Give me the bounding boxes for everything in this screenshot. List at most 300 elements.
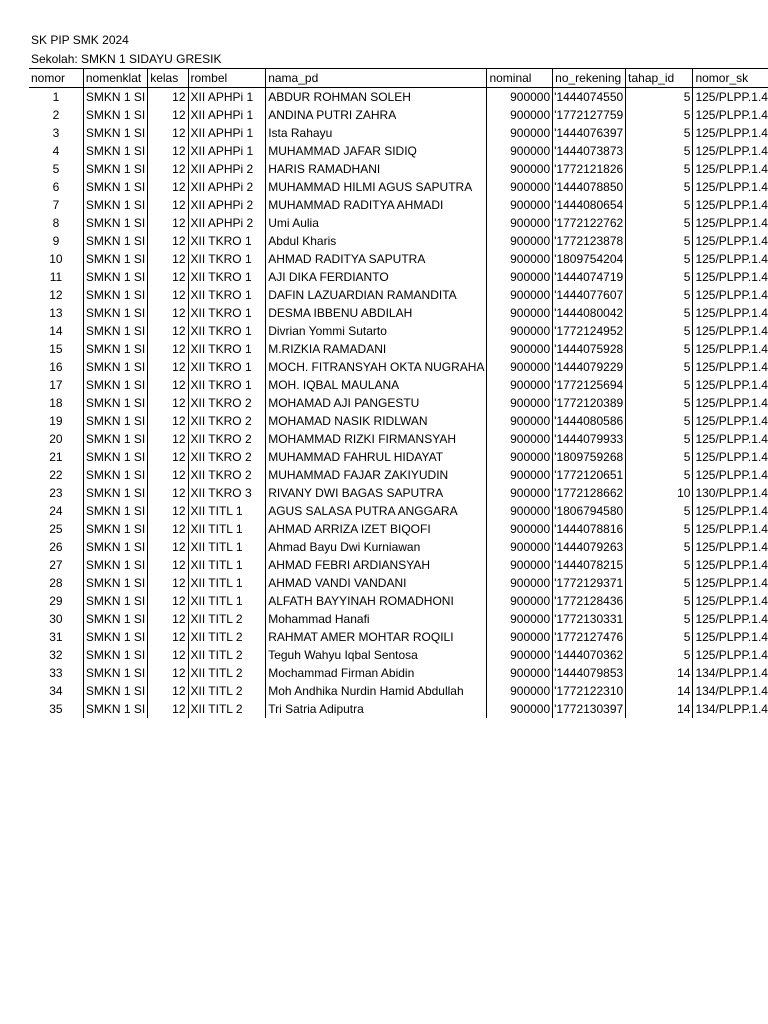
cell-nominal: 900000 <box>487 340 553 358</box>
cell-nama: RIVANY DWI BAGAS SAPUTRA <box>266 484 487 502</box>
cell-tahap: 5 <box>626 556 693 574</box>
cell-tahap: 5 <box>626 466 693 484</box>
cell-sk: 134/PLPP.1.4 <box>693 700 768 718</box>
cell-nomor: 3 <box>52 126 60 140</box>
table-row <box>29 610 768 628</box>
cell-nominal: 900000 <box>487 376 553 394</box>
cell-norek: '1772130397 <box>553 700 626 718</box>
cell-sk: 125/PLPP.1.4 <box>693 556 768 574</box>
cell-kelas: 12 <box>148 160 188 178</box>
cell-nomenklatur: SMKN 1 SI <box>83 430 147 448</box>
cell-sk: 125/PLPP.1.4 <box>693 142 768 160</box>
cell-sk: 125/PLPP.1.4 <box>693 250 768 268</box>
table-row <box>29 232 768 250</box>
cell-kelas: 12 <box>148 592 188 610</box>
cell-sk: 125/PLPP.1.4 <box>693 574 768 592</box>
cell-sk: 125/PLPP.1.4 <box>693 394 768 412</box>
cell-nama: AHMAD ARRIZA IZET BIQOFI <box>266 520 487 538</box>
cell-sk: 125/PLPP.1.4 <box>693 322 768 340</box>
cell-sk: 125/PLPP.1.4 <box>693 178 768 196</box>
cell-rombel: XII APHPi 2 <box>188 160 266 178</box>
cell-sk: 125/PLPP.1.4 <box>693 304 768 322</box>
cell-nominal: 900000 <box>487 646 553 664</box>
cell-rombel: XII TITL 1 <box>188 556 266 574</box>
cell-nomenklatur: SMKN 1 SI <box>83 520 147 538</box>
cell-nomor: 32 <box>49 648 63 662</box>
cell-tahap: 5 <box>626 430 693 448</box>
cell-sk: 125/PLPP.1.4 <box>693 430 768 448</box>
cell-sk: 125/PLPP.1.4 <box>693 358 768 376</box>
cell-kelas: 12 <box>148 520 188 538</box>
cell-nomenklatur: SMKN 1 SI <box>83 358 147 376</box>
cell-nominal: 900000 <box>487 412 553 430</box>
cell-nomor: 31 <box>49 630 63 644</box>
table-row <box>29 214 768 232</box>
column-header-nomenklatur: nomenklat <box>83 69 147 88</box>
table-row <box>29 178 768 196</box>
cell-rombel: XII TITL 2 <box>188 682 266 700</box>
table-row <box>29 412 768 430</box>
cell-nomor: 21 <box>49 450 63 464</box>
cell-nomenklatur: SMKN 1 SI <box>83 664 147 682</box>
cell-rombel: XII APHPi 1 <box>188 106 266 124</box>
cell-nomor: 35 <box>49 702 63 716</box>
cell-nominal: 900000 <box>487 124 553 142</box>
cell-nominal: 900000 <box>487 574 553 592</box>
cell-tahap: 14 <box>626 700 693 718</box>
cell-kelas: 12 <box>148 628 188 646</box>
cell-nomor: 5 <box>52 162 60 176</box>
cell-kelas: 12 <box>148 538 188 556</box>
cell-kelas: 12 <box>148 268 188 286</box>
cell-sk: 125/PLPP.1.4 <box>693 232 768 250</box>
cell-kelas: 12 <box>148 286 188 304</box>
table-body <box>29 88 768 719</box>
cell-kelas: 12 <box>148 142 188 160</box>
table-row <box>29 700 768 718</box>
cell-nominal: 900000 <box>487 394 553 412</box>
cell-nomenklatur: SMKN 1 SI <box>83 394 147 412</box>
cell-nomor: 26 <box>49 540 63 554</box>
cell-kelas: 12 <box>148 88 188 107</box>
cell-nomenklatur: SMKN 1 SI <box>83 160 147 178</box>
cell-tahap: 5 <box>626 448 693 466</box>
cell-nominal: 900000 <box>487 700 553 718</box>
cell-tahap: 14 <box>626 682 693 700</box>
recipient-table <box>29 68 768 718</box>
cell-nomenklatur: SMKN 1 SI <box>83 556 147 574</box>
cell-kelas: 12 <box>148 214 188 232</box>
cell-kelas: 12 <box>148 484 188 502</box>
cell-kelas: 12 <box>148 700 188 718</box>
cell-rombel: XII TITL 1 <box>188 520 266 538</box>
cell-rombel: XII TKRO 1 <box>188 250 266 268</box>
cell-rombel: XII TKRO 1 <box>188 322 266 340</box>
cell-norek: '1444078816 <box>553 520 626 538</box>
cell-sk: 125/PLPP.1.4 <box>693 88 768 107</box>
column-header-sk: nomor_sk <box>693 69 768 88</box>
cell-kelas: 12 <box>148 448 188 466</box>
cell-nomor: 12 <box>49 288 63 302</box>
table-row <box>29 448 768 466</box>
cell-kelas: 12 <box>148 646 188 664</box>
cell-sk: 125/PLPP.1.4 <box>693 286 768 304</box>
cell-nama: Divrian Yommi Sutarto <box>266 322 487 340</box>
cell-nama: MOH. IQBAL MAULANA <box>266 376 487 394</box>
cell-sk: 125/PLPP.1.4 <box>693 124 768 142</box>
cell-sk: 125/PLPP.1.4 <box>693 448 768 466</box>
cell-kelas: 12 <box>148 664 188 682</box>
cell-rombel: XII APHPi 1 <box>188 88 266 107</box>
cell-nominal: 900000 <box>487 484 553 502</box>
cell-tahap: 10 <box>626 484 693 502</box>
cell-kelas: 12 <box>148 376 188 394</box>
table-row <box>29 646 768 664</box>
table-row <box>29 430 768 448</box>
header-row <box>29 69 768 88</box>
cell-nomor: 28 <box>49 576 63 590</box>
cell-nama: MUHAMMAD RADITYA AHMADI <box>266 196 487 214</box>
cell-tahap: 5 <box>626 304 693 322</box>
cell-tahap: 5 <box>626 124 693 142</box>
cell-kelas: 12 <box>148 124 188 142</box>
cell-nominal: 900000 <box>487 592 553 610</box>
cell-sk: 125/PLPP.1.4 <box>693 520 768 538</box>
cell-norek: '1444079229 <box>553 358 626 376</box>
cell-rombel: XII APHPi 2 <box>188 178 266 196</box>
cell-nomenklatur: SMKN 1 SI <box>83 592 147 610</box>
cell-nominal: 900000 <box>487 628 553 646</box>
cell-rombel: XII TITL 2 <box>188 646 266 664</box>
cell-kelas: 12 <box>148 106 188 124</box>
cell-tahap: 5 <box>626 358 693 376</box>
cell-nama: AHMAD VANDI VANDANI <box>266 574 487 592</box>
cell-nomenklatur: SMKN 1 SI <box>83 340 147 358</box>
cell-kelas: 12 <box>148 412 188 430</box>
cell-sk: 125/PLPP.1.4 <box>693 196 768 214</box>
cell-rombel: XII TKRO 1 <box>188 358 266 376</box>
cell-nomenklatur: SMKN 1 SI <box>83 304 147 322</box>
cell-nominal: 900000 <box>487 106 553 124</box>
cell-kelas: 12 <box>148 304 188 322</box>
cell-sk: 125/PLPP.1.4 <box>693 340 768 358</box>
cell-nama: MOHAMAD AJI PANGESTU <box>266 394 487 412</box>
cell-sk: 130/PLPP.1.4 <box>693 484 768 502</box>
table-row <box>29 142 768 160</box>
cell-nama: ANDINA PUTRI ZAHRA <box>266 106 487 124</box>
cell-nomor: 16 <box>49 360 63 374</box>
column-header-nomor: nomor <box>29 69 83 88</box>
cell-tahap: 5 <box>626 88 693 107</box>
cell-nama: MUHAMMAD FAHRUL HIDAYAT <box>266 448 487 466</box>
column-header-nama: nama_pd <box>266 69 487 88</box>
cell-nama: AJI DIKA FERDIANTO <box>266 268 487 286</box>
table-row <box>29 592 768 610</box>
cell-nama: HARIS RAMADHANI <box>266 160 487 178</box>
cell-nama: ABDUR ROHMAN SOLEH <box>266 88 487 107</box>
cell-nomenklatur: SMKN 1 SI <box>83 88 147 107</box>
cell-norek: '1772128436 <box>553 592 626 610</box>
cell-nominal: 900000 <box>487 178 553 196</box>
cell-norek: '1772122762 <box>553 214 626 232</box>
column-header-rombel: rombel <box>188 69 266 88</box>
cell-nomenklatur: SMKN 1 SI <box>83 322 147 340</box>
cell-nomenklatur: SMKN 1 SI <box>83 466 147 484</box>
cell-nomor: 18 <box>49 396 63 410</box>
cell-nama: Ahmad Bayu Dwi Kurniawan <box>266 538 487 556</box>
cell-nomenklatur: SMKN 1 SI <box>83 232 147 250</box>
cell-nomenklatur: SMKN 1 SI <box>83 628 147 646</box>
cell-nama: Moh Andhika Nurdin Hamid Abdullah <box>266 682 487 700</box>
cell-rombel: XII TKRO 2 <box>188 466 266 484</box>
cell-rombel: XII TITL 1 <box>188 592 266 610</box>
cell-nama: MOHAMMAD RIZKI FIRMANSYAH <box>266 430 487 448</box>
cell-tahap: 5 <box>626 250 693 268</box>
cell-rombel: XII APHPi 1 <box>188 142 266 160</box>
cell-rombel: XII TKRO 1 <box>188 232 266 250</box>
cell-nama: Abdul Kharis <box>266 232 487 250</box>
cell-kelas: 12 <box>148 394 188 412</box>
cell-norek: '1806794580 <box>553 502 626 520</box>
cell-nominal: 900000 <box>487 304 553 322</box>
cell-nomor: 25 <box>49 522 63 536</box>
cell-kelas: 12 <box>148 466 188 484</box>
table-row <box>29 196 768 214</box>
cell-kelas: 12 <box>148 250 188 268</box>
cell-nomor: 10 <box>49 252 63 266</box>
cell-nomenklatur: SMKN 1 SI <box>83 682 147 700</box>
table-row <box>29 268 768 286</box>
table-row <box>29 286 768 304</box>
cell-nominal: 900000 <box>487 520 553 538</box>
cell-nominal: 900000 <box>487 466 553 484</box>
cell-nama: MUHAMMAD JAFAR SIDIQ <box>266 142 487 160</box>
cell-sk: 125/PLPP.1.4 <box>693 268 768 286</box>
table-row <box>29 250 768 268</box>
cell-sk: 134/PLPP.1.4 <box>693 664 768 682</box>
cell-nama: DAFIN LAZUARDIAN RAMANDITA <box>266 286 487 304</box>
cell-nomenklatur: SMKN 1 SI <box>83 700 147 718</box>
cell-nomor: 27 <box>49 558 63 572</box>
cell-rombel: XII TKRO 1 <box>188 286 266 304</box>
cell-sk: 125/PLPP.1.4 <box>693 412 768 430</box>
cell-norek: '1772130331 <box>553 610 626 628</box>
cell-nomor: 4 <box>52 144 60 158</box>
cell-norek: '1809759268 <box>553 448 626 466</box>
cell-nomor: 19 <box>49 414 63 428</box>
cell-tahap: 5 <box>626 196 693 214</box>
cell-nama: Ista Rahayu <box>266 124 487 142</box>
cell-nama: Mohammad Hanafi <box>266 610 487 628</box>
cell-nomenklatur: SMKN 1 SI <box>83 196 147 214</box>
cell-nomenklatur: SMKN 1 SI <box>83 412 147 430</box>
cell-tahap: 5 <box>626 394 693 412</box>
cell-tahap: 5 <box>626 502 693 520</box>
cell-nominal: 900000 <box>487 88 553 107</box>
cell-norek: '1444070362 <box>553 646 626 664</box>
cell-tahap: 5 <box>626 376 693 394</box>
cell-norek: '1444080586 <box>553 412 626 430</box>
cell-sk: 125/PLPP.1.4 <box>693 106 768 124</box>
table-row <box>29 160 768 178</box>
cell-nomor: 29 <box>49 594 63 608</box>
cell-nomenklatur: SMKN 1 SI <box>83 538 147 556</box>
cell-nominal: 900000 <box>487 556 553 574</box>
cell-norek: '1772121826 <box>553 160 626 178</box>
cell-nomor: 9 <box>52 234 60 248</box>
cell-nomor: 30 <box>49 612 63 626</box>
cell-nomenklatur: SMKN 1 SI <box>83 250 147 268</box>
cell-tahap: 5 <box>626 214 693 232</box>
cell-nomenklatur: SMKN 1 SI <box>83 124 147 142</box>
cell-norek: '1772128662 <box>553 484 626 502</box>
cell-norek: '1444079853 <box>553 664 626 682</box>
cell-tahap: 5 <box>626 142 693 160</box>
cell-nomor: 1 <box>52 90 60 104</box>
cell-nomenklatur: SMKN 1 SI <box>83 448 147 466</box>
cell-kelas: 12 <box>148 610 188 628</box>
cell-kelas: 12 <box>148 502 188 520</box>
cell-nominal: 900000 <box>487 142 553 160</box>
cell-nama: Mochammad Firman Abidin <box>266 664 487 682</box>
cell-nama: MOHAMAD NASIK RIDLWAN <box>266 412 487 430</box>
table-row <box>29 304 768 322</box>
cell-rombel: XII TITL 2 <box>188 610 266 628</box>
table-row <box>29 538 768 556</box>
cell-nomor: 22 <box>49 468 63 482</box>
column-header-kelas: kelas <box>148 69 188 88</box>
cell-norek: '1444079933 <box>553 430 626 448</box>
cell-nama: DESMA IBBENU ABDILAH <box>266 304 487 322</box>
cell-nama: Teguh Wahyu Iqbal Sentosa <box>266 646 487 664</box>
cell-nomor: 17 <box>49 378 63 392</box>
cell-tahap: 5 <box>626 322 693 340</box>
cell-nomor: 34 <box>49 684 63 698</box>
cell-rombel: XII TKRO 2 <box>188 412 266 430</box>
cell-nomor: 15 <box>49 342 63 356</box>
cell-nama: Tri Satria Adiputra <box>266 700 487 718</box>
table-row <box>29 394 768 412</box>
cell-nominal: 900000 <box>487 502 553 520</box>
cell-nomor: 23 <box>49 486 63 500</box>
cell-kelas: 12 <box>148 574 188 592</box>
cell-norek: '1444076397 <box>553 124 626 142</box>
cell-nominal: 900000 <box>487 322 553 340</box>
cell-sk: 125/PLPP.1.4 <box>693 160 768 178</box>
cell-kelas: 12 <box>148 682 188 700</box>
cell-tahap: 14 <box>626 664 693 682</box>
cell-tahap: 5 <box>626 178 693 196</box>
cell-nama: ALFATH BAYYINAH ROMADHONI <box>266 592 487 610</box>
cell-sk: 125/PLPP.1.4 <box>693 646 768 664</box>
cell-tahap: 5 <box>626 268 693 286</box>
cell-kelas: 12 <box>148 358 188 376</box>
cell-sk: 125/PLPP.1.4 <box>693 502 768 520</box>
cell-nomenklatur: SMKN 1 SI <box>83 142 147 160</box>
table-row <box>29 340 768 358</box>
cell-tahap: 5 <box>626 574 693 592</box>
table-row <box>29 124 768 142</box>
table-row <box>29 664 768 682</box>
cell-nomenklatur: SMKN 1 SI <box>83 484 147 502</box>
table-row <box>29 502 768 520</box>
cell-kelas: 12 <box>148 556 188 574</box>
cell-rombel: XII TKRO 2 <box>188 448 266 466</box>
cell-nama: AHMAD FEBRI ARDIANSYAH <box>266 556 487 574</box>
cell-nomor: 14 <box>49 324 63 338</box>
cell-kelas: 12 <box>148 322 188 340</box>
cell-rombel: XII TKRO 1 <box>188 304 266 322</box>
table-row <box>29 322 768 340</box>
cell-sk: 125/PLPP.1.4 <box>693 592 768 610</box>
cell-nominal: 900000 <box>487 430 553 448</box>
cell-norek: '1444075928 <box>553 340 626 358</box>
cell-nomenklatur: SMKN 1 SI <box>83 286 147 304</box>
cell-rombel: XII TKRO 1 <box>188 340 266 358</box>
cell-rombel: XII TITL 1 <box>188 502 266 520</box>
cell-norek: '1772129371 <box>553 574 626 592</box>
school-name: Sekolah: SMKN 1 SIDAYU GRESIK <box>31 52 222 66</box>
cell-nominal: 900000 <box>487 358 553 376</box>
cell-tahap: 5 <box>626 412 693 430</box>
cell-tahap: 5 <box>626 520 693 538</box>
cell-norek: '1772120651 <box>553 466 626 484</box>
cell-nomenklatur: SMKN 1 SI <box>83 178 147 196</box>
cell-norek: '1444078215 <box>553 556 626 574</box>
cell-kelas: 12 <box>148 430 188 448</box>
cell-rombel: XII TKRO 2 <box>188 394 266 412</box>
cell-rombel: XII TITL 2 <box>188 628 266 646</box>
cell-nominal: 900000 <box>487 268 553 286</box>
cell-sk: 125/PLPP.1.4 <box>693 628 768 646</box>
cell-sk: 125/PLPP.1.4 <box>693 538 768 556</box>
cell-nomor: 13 <box>49 306 63 320</box>
cell-tahap: 5 <box>626 592 693 610</box>
table-row <box>29 574 768 592</box>
cell-nomor: 7 <box>52 198 60 212</box>
cell-norek: '1809754204 <box>553 250 626 268</box>
cell-nama: M.RIZKIA RAMADANI <box>266 340 487 358</box>
cell-nama: MUHAMMAD HILMI AGUS SAPUTRA <box>266 178 487 196</box>
table-row <box>29 106 768 124</box>
cell-nominal: 900000 <box>487 250 553 268</box>
cell-rombel: XII APHPi 2 <box>188 214 266 232</box>
cell-nominal: 900000 <box>487 232 553 250</box>
cell-norek: '1444080042 <box>553 304 626 322</box>
cell-nominal: 900000 <box>487 682 553 700</box>
cell-norek: '1772122310 <box>553 682 626 700</box>
cell-norek: '1444074719 <box>553 268 626 286</box>
cell-tahap: 5 <box>626 538 693 556</box>
cell-nomor: 11 <box>49 270 63 284</box>
cell-nominal: 900000 <box>487 538 553 556</box>
cell-tahap: 5 <box>626 160 693 178</box>
cell-nominal: 900000 <box>487 160 553 178</box>
cell-rombel: XII TKRO 2 <box>188 430 266 448</box>
cell-norek: '1772124952 <box>553 322 626 340</box>
cell-nomenklatur: SMKN 1 SI <box>83 214 147 232</box>
cell-norek: '1772127476 <box>553 628 626 646</box>
table-row <box>29 88 768 107</box>
cell-nomor: 24 <box>49 504 63 518</box>
table-row <box>29 358 768 376</box>
cell-nominal: 900000 <box>487 448 553 466</box>
cell-nomor: 33 <box>49 666 63 680</box>
cell-rombel: XII TKRO 3 <box>188 484 266 502</box>
table-row <box>29 376 768 394</box>
cell-nomor: 20 <box>49 432 63 446</box>
table-row <box>29 466 768 484</box>
